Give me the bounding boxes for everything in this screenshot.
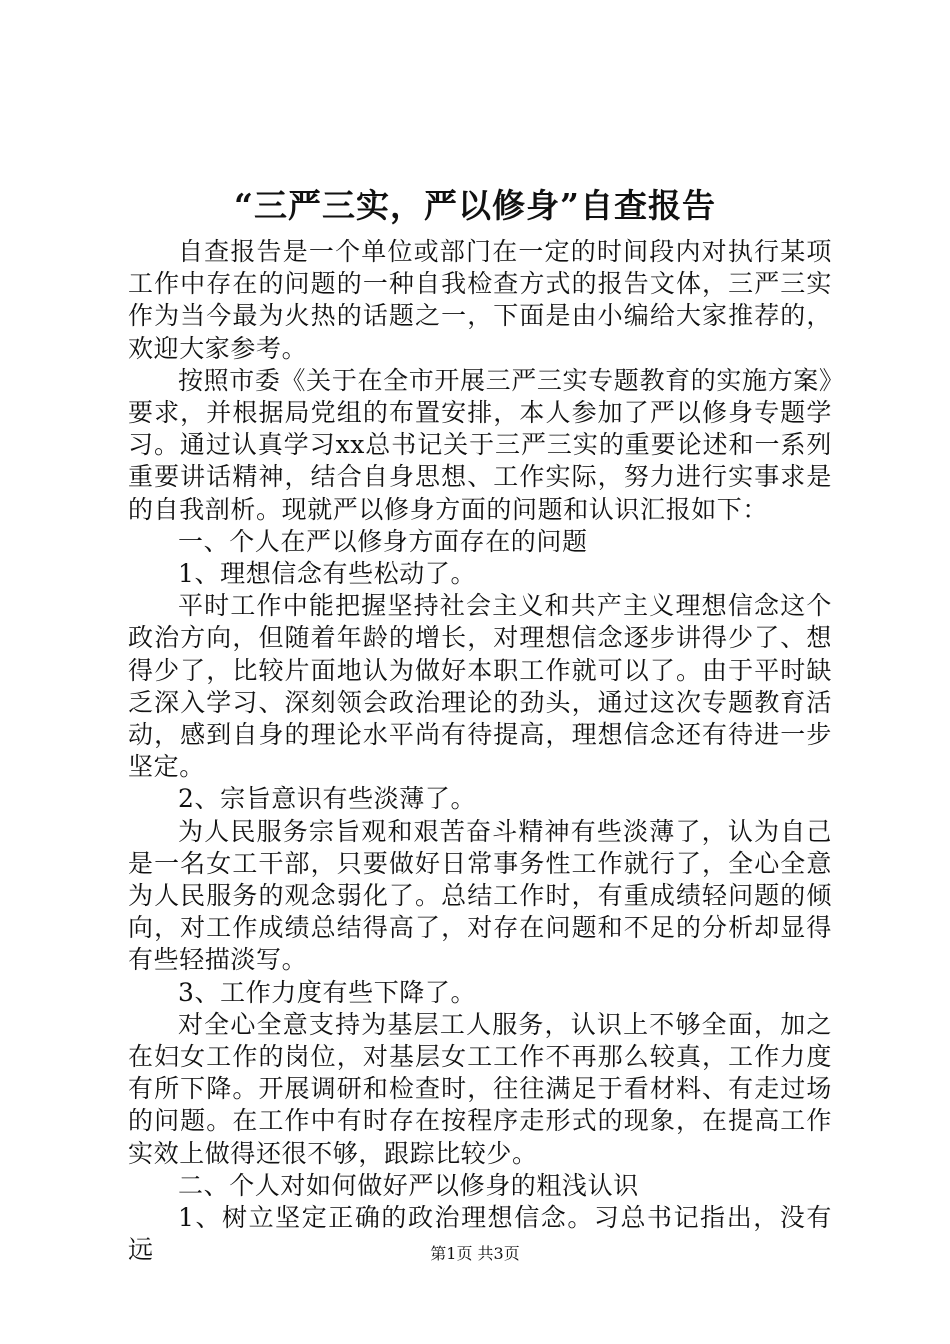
body-paragraph-1-2: 为人民服务宗旨观和艰苦奋斗精神有些淡薄了，认为自己是一名女工干部，只要做好日常事务性工作就行了，全心全意为人民服务的观念弱化了。总结工作时，有重成绩轻问题的倾向，对工作成绩总结得高了，对存在问题和不足的分析却显得有些轻描淡写。 (128, 816, 832, 975)
document-body (128, 236, 832, 1267)
subheading-2-1: 1、树立坚定正确的政治理想信念。习总书记指出，没有远 (128, 1203, 832, 1265)
subheading-1-3: 3、工作力度有些下降了。 (178, 977, 477, 1007)
subheading-1-1: 1、理想信念有些松动了。 (178, 559, 477, 589)
body-paragraph-1-1: 平时工作中能把握坚持社会主义和共产主义理想信念这个政治方向，但随着年龄的增长，对理想信念逐步讲得少了、想得少了，比较片面地认为做好本职工作就可以了。由于平时缺乏深入学习、深刻领会政治理论的劲头，通过这次专题教育活动，感到自身的理论水平尚有待提高，理想信念还有待进一步坚定。 (128, 591, 832, 782)
page-footer: 第1页 共3页 (430, 1244, 520, 1263)
background-paragraph: 按照市委《关于在全市开展三严三实专题教育的实施方案》要求，并根据局党组的布置安排，本人参加了严以修身专题学习。通过认真学习xx总书记关于三严三实的重要论述和一系列重要讲话精神，结合自身思想、工作实际，努力进行实事求是的自我剖析。现就严以修身方面的问题和认识汇报如下： (128, 365, 832, 524)
subheading-1-2: 2、宗旨意识有些淡薄了。 (178, 784, 477, 814)
section-heading-1: 一、个人在严以修身方面存在的问题 (178, 526, 588, 556)
document-title: “三严三实，严以修身”自查报告 (234, 186, 716, 225)
intro-paragraph: 自查报告是一个单位或部门在一定的时间段内对执行某项工作中存在的问题的一种自我检查方式的报告文体，三严三实作为当今最为火热的话题之一，下面是由小编给大家推荐的，欢迎大家参考。 (128, 237, 832, 363)
body-paragraph-1-3: 对全心全意支持为基层工人服务，认识上不够全面，加之在妇女工作的岗位，对基层女工工作不再那么较真，工作力度有所下降。开展调研和检查时，往往满足于看材料、有走过场的问题。在工作中有时存在按程序走形式的现象，在提高工作实效上做得还很不够，跟踪比较少。 (128, 1009, 832, 1168)
section-heading-2: 二、个人对如何做好严以修身的粗浅认识 (178, 1170, 639, 1200)
